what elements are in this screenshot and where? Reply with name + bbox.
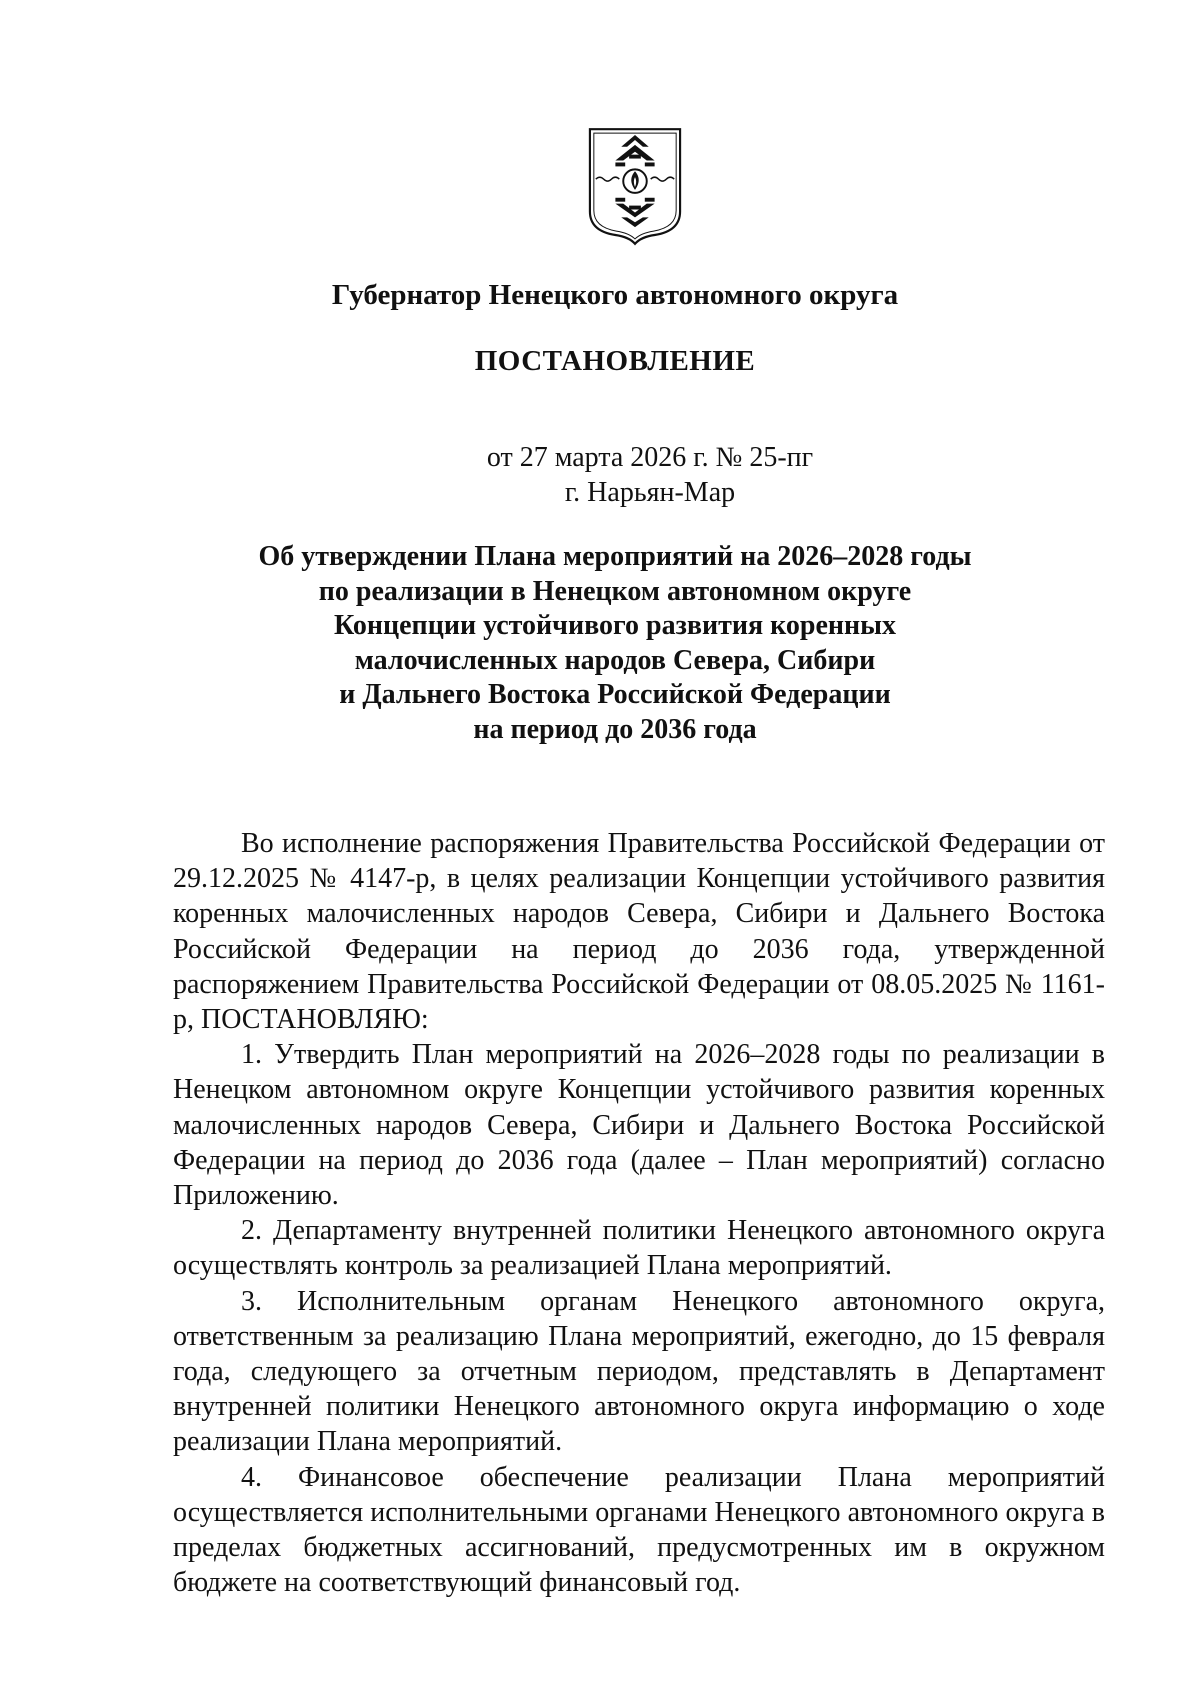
clause-4: 4. Финансовое обеспечение реализации Плана мероприятий осуществляется исполнительными органами Ненецкого автономного округа в пределах бюджетных ассигнований, предусмотренных им в окружном бюджете на соответствующий финансовый год. [173, 1461, 1105, 1599]
subject-line: по реализации в Ненецком автономном округе [318, 575, 912, 607]
document-type: ПОСТАНОВЛЕНИЕ [474, 345, 756, 377]
subject-line: и Дальнего Востока Российской Федерации [339, 679, 891, 710]
clause-3: 3. Исполнительным органам Ненецкого автономного округа, ответственным за реализацию Плана мероприятий, ежегодно, до 15 февраля года, следующего за отчетным периодом, представлять в Департамент внутренней политики Ненецкого автономного округа информацию о ходе реализации Плана мероприятий. [173, 1285, 1105, 1458]
subject-line: Концепции устойчивого развития коренных [333, 610, 897, 641]
subject-line: малочисленных народов Севера, Сибири [354, 644, 876, 676]
clause-1: 1. Утвердить План мероприятий на 2026–2028 годы по реализации в Ненецком автономном округе Концепции устойчивого развития коренных малочисленных народов Севера, Сибири и Дальнего Востока Российской Федерации на период до 2036 года (далее – План мероприятий) согласно Приложению. [173, 1039, 1105, 1212]
date-and-place [0, 440, 1200, 510]
preamble-paragraph: Во исполнение распоряжения Правительства Российской Федерации от 29.12.2025 № 4147-р, в целях реализации Концепции устойчивого развития коренных малочисленных народов Севера, Сибири и Дальнего Востока Российской Федерации на период до 2036 года, утвержденной распоряжением Правительства Российской Федерации от 08.05.2025 № 1161-р, ПОСТАНОВЛЯЮ: [173, 828, 1105, 1036]
document-subject [0, 540, 1200, 747]
subject-line: Об утверждении Плана мероприятий на 2026–2028 годы [258, 541, 972, 572]
document-place: г. Нарьян-Мар [564, 477, 736, 508]
issuing-authority: Губернатор Ненецкого автономного округа [331, 279, 899, 311]
clause-2: 2. Департаменту внутренней политики Ненецкого автономного округа осуществлять контроль за реализацией Плана мероприятий. [173, 1215, 1105, 1282]
subject-line: на период до 2036 года [473, 713, 757, 745]
coat-of-arms-icon [586, 125, 684, 247]
document-date-number: от 27 марта 2026 г. № 25-пг [486, 442, 814, 473]
document-body [173, 826, 1105, 1600]
